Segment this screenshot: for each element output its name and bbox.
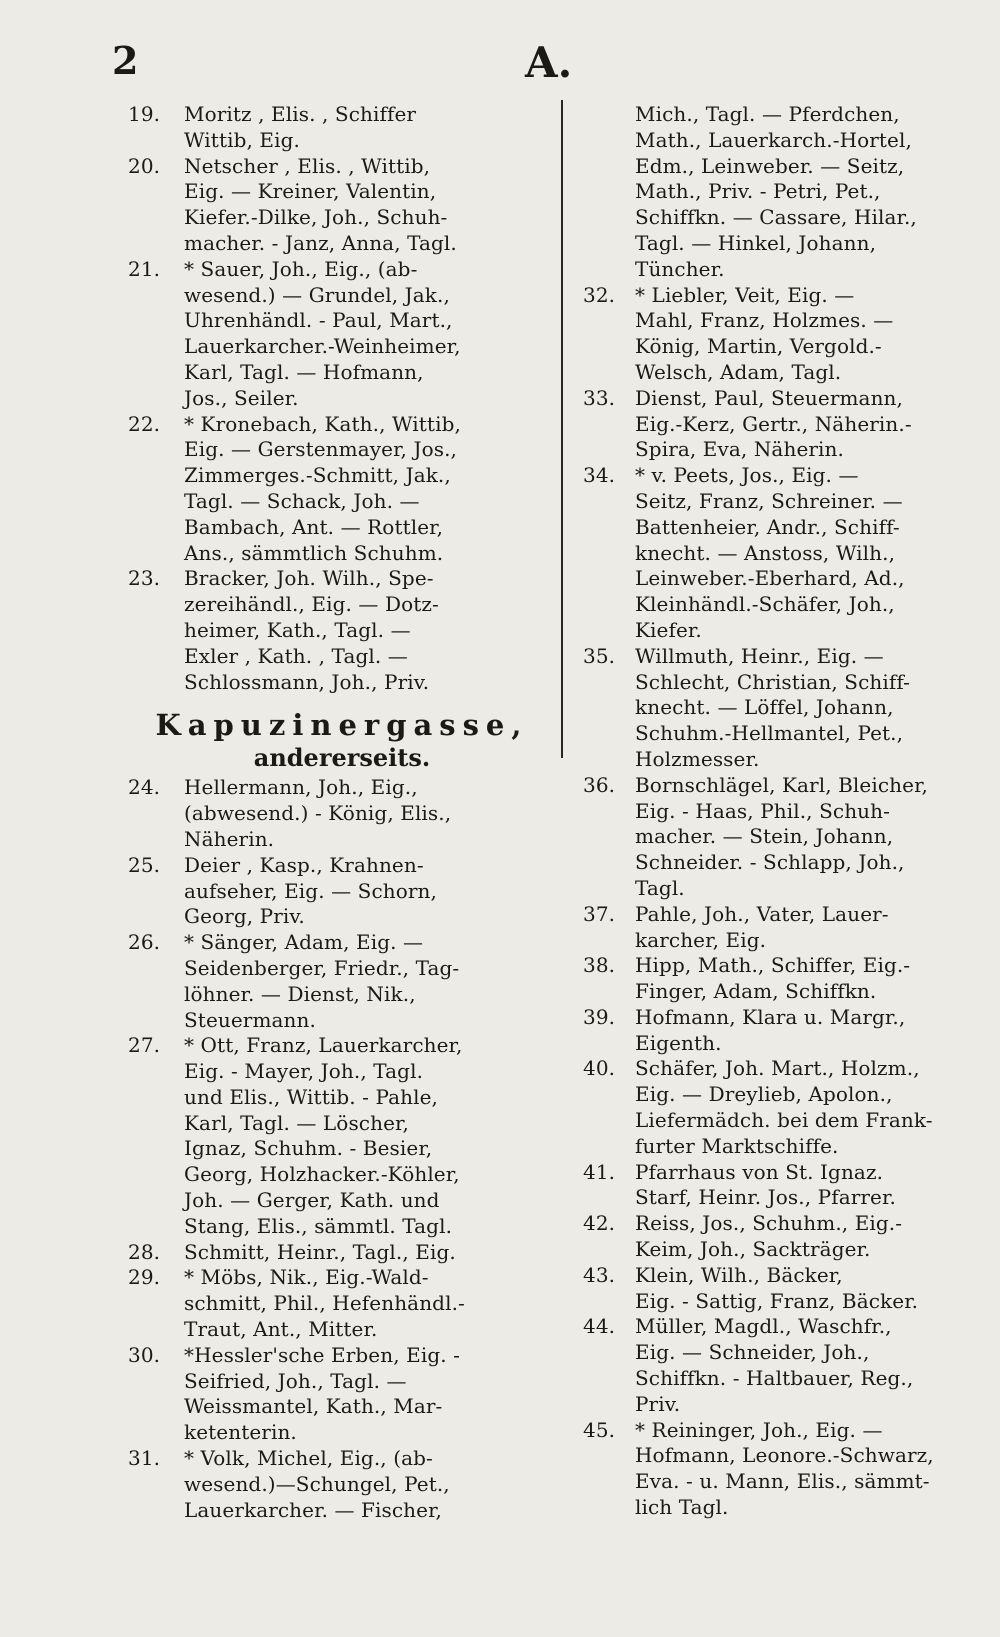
resident-text: * v. Peets, Jos., Eig. — bbox=[635, 463, 859, 488]
resident-text: Priv. bbox=[635, 1391, 681, 1416]
resident-text: Hipp, Math., Schiffer, Eig.- bbox=[635, 953, 911, 978]
resident-text: Ignaz, Schuhm. - Besier, bbox=[184, 1136, 433, 1161]
directory-line bbox=[128, 154, 556, 180]
resident-text: * Ott, Franz, Lauerkarcher, bbox=[184, 1033, 463, 1058]
resident-text: wesend.) — Grundel, Jak., bbox=[184, 282, 450, 307]
directory-line bbox=[128, 257, 556, 283]
directory-line bbox=[128, 308, 556, 334]
house-number: 28. bbox=[128, 1239, 161, 1264]
resident-text: Leinweber.-Eberhard, Ad., bbox=[635, 566, 905, 591]
resident-text: Holzmesser. bbox=[635, 746, 760, 771]
resident-text: macher. - Janz, Anna, Tagl. bbox=[184, 230, 457, 255]
resident-text: Georg, Holzhacker.-Köhler, bbox=[184, 1162, 460, 1187]
street-heading: Kapuzinergasse, bbox=[155, 708, 529, 743]
house-number: 30. bbox=[128, 1342, 161, 1367]
right-entries bbox=[583, 102, 995, 1521]
resident-text: karcher, Eig. bbox=[635, 927, 767, 952]
directory-line bbox=[583, 747, 995, 773]
directory-line bbox=[128, 566, 556, 592]
resident-text: Tagl. — Schack, Joh. — bbox=[184, 488, 420, 513]
directory-line bbox=[583, 799, 995, 825]
directory-line bbox=[583, 489, 995, 515]
directory-line bbox=[128, 853, 556, 879]
resident-text: Jos., Seiler. bbox=[184, 385, 299, 410]
directory-line bbox=[583, 541, 995, 567]
directory-line bbox=[128, 1033, 556, 1059]
resident-text: * Volk, Michel, Eig., (ab- bbox=[184, 1446, 433, 1471]
directory-line bbox=[128, 1317, 556, 1343]
directory-line bbox=[128, 1085, 556, 1111]
resident-text: Hofmann, Leonore.-Schwarz, bbox=[635, 1443, 934, 1468]
resident-text: Tüncher. bbox=[635, 256, 725, 281]
directory-line bbox=[128, 1369, 556, 1395]
directory-line bbox=[583, 979, 995, 1005]
resident-text: Mich., Tagl. — Pferdchen, bbox=[635, 102, 900, 126]
directory-line bbox=[128, 231, 556, 257]
house-number: 27. bbox=[128, 1033, 161, 1058]
directory-line bbox=[583, 824, 995, 850]
directory-line bbox=[583, 902, 995, 928]
directory-line bbox=[128, 801, 556, 827]
directory-line bbox=[583, 1108, 995, 1134]
page-number: 2 bbox=[112, 38, 139, 83]
resident-text: Lauerkarcher. — Fischer, bbox=[184, 1497, 443, 1522]
left-column bbox=[128, 102, 556, 1523]
resident-text: Hellermann, Joh., Eig., bbox=[184, 775, 418, 800]
directory-line bbox=[583, 773, 995, 799]
resident-text: Seidenberger, Friedr., Tag- bbox=[184, 955, 460, 980]
directory-line bbox=[128, 1136, 556, 1162]
directory-line bbox=[583, 1443, 995, 1469]
resident-text: *Hessler'sche Erben, Eig. - bbox=[184, 1342, 461, 1367]
section-letter: A. bbox=[525, 38, 573, 87]
resident-text: Schmitt, Heinr., Tagl., Eig. bbox=[184, 1239, 456, 1264]
directory-line bbox=[583, 1418, 995, 1444]
resident-text: * Sänger, Adam, Eig. — bbox=[184, 930, 424, 955]
directory-line bbox=[583, 695, 995, 721]
directory-line bbox=[583, 308, 995, 334]
directory-line bbox=[583, 128, 995, 154]
directory-line bbox=[583, 953, 995, 979]
house-number: 37. bbox=[583, 901, 616, 926]
resident-text: zereihändl., Eig. — Dotz- bbox=[184, 592, 439, 617]
resident-text: * Liebler, Veit, Eig. — bbox=[635, 282, 855, 307]
house-number: 31. bbox=[128, 1446, 161, 1471]
directory-line bbox=[583, 1263, 995, 1289]
resident-text: furter Marktschiffe. bbox=[635, 1133, 839, 1158]
resident-text: Eva. - u. Mann, Elis., sämmt- bbox=[635, 1469, 930, 1494]
right-column bbox=[583, 102, 995, 1521]
house-number: 40. bbox=[583, 1056, 616, 1081]
house-number: 21. bbox=[128, 256, 161, 281]
directory-line bbox=[128, 360, 556, 386]
house-number: 43. bbox=[583, 1262, 616, 1287]
directory-line bbox=[583, 618, 995, 644]
resident-text: * Möbs, Nik., Eig.-Wald- bbox=[184, 1265, 429, 1290]
directory-line bbox=[583, 592, 995, 618]
directory-line bbox=[583, 386, 995, 412]
resident-text: Eigenth. bbox=[635, 1030, 722, 1055]
house-number: 36. bbox=[583, 772, 616, 797]
directory-line bbox=[128, 1420, 556, 1446]
resident-text: Lauerkarcher.-Weinheimer, bbox=[184, 334, 461, 359]
resident-text: Klein, Wilh., Bäcker, bbox=[635, 1262, 843, 1287]
directory-line bbox=[128, 102, 556, 128]
house-number: 45. bbox=[583, 1417, 616, 1442]
directory-line bbox=[128, 283, 556, 309]
resident-text: Hofmann, Klara u. Margr., bbox=[635, 1004, 906, 1029]
resident-text: König, Martin, Vergold.- bbox=[635, 334, 882, 359]
directory-line bbox=[583, 257, 995, 283]
directory-line bbox=[583, 1495, 995, 1521]
directory-line bbox=[583, 1366, 995, 1392]
resident-text: Seifried, Joh., Tagl. — bbox=[184, 1368, 407, 1393]
resident-text: Weissmantel, Kath., Mar- bbox=[184, 1394, 443, 1419]
resident-text: Steuermann. bbox=[184, 1007, 316, 1032]
directory-line bbox=[128, 956, 556, 982]
directory-line bbox=[583, 1005, 995, 1031]
resident-text: Eig. - Haas, Phil., Schuh- bbox=[635, 798, 891, 823]
resident-text: Edm., Leinweber. — Seitz, bbox=[635, 153, 905, 178]
directory-line bbox=[128, 1343, 556, 1369]
house-number: 39. bbox=[583, 1004, 616, 1029]
resident-text: Deier , Kasp., Krahnen- bbox=[184, 852, 424, 877]
house-number: 44. bbox=[583, 1314, 616, 1339]
house-number: 22. bbox=[128, 411, 161, 436]
resident-text: Mahl, Franz, Holzmes. — bbox=[635, 308, 894, 333]
resident-text: Pahle, Joh., Vater, Lauer- bbox=[635, 901, 889, 926]
house-number: 41. bbox=[583, 1159, 616, 1184]
resident-text: Math., Priv. - Petri, Pet., bbox=[635, 179, 881, 204]
house-number: 42. bbox=[583, 1211, 616, 1236]
resident-text: löhner. — Dienst, Nik., bbox=[184, 981, 416, 1006]
directory-line bbox=[583, 179, 995, 205]
directory-line bbox=[583, 876, 995, 902]
resident-text: knecht. — Löffel, Johann, bbox=[635, 695, 894, 720]
resident-text: Tagl. — Hinkel, Johann, bbox=[635, 230, 877, 255]
resident-text: Starf, Heinr. Jos., Pfarrer. bbox=[635, 1185, 896, 1210]
column-divider bbox=[561, 100, 563, 758]
directory-line bbox=[128, 1214, 556, 1240]
directory-line bbox=[128, 541, 556, 567]
resident-text: schmitt, Phil., Hefenhändl.- bbox=[184, 1291, 465, 1316]
directory-line bbox=[128, 1059, 556, 1085]
directory-line bbox=[583, 1314, 995, 1340]
resident-text: Schlecht, Christian, Schiff- bbox=[635, 669, 911, 694]
directory-line bbox=[128, 1008, 556, 1034]
directory-line bbox=[583, 360, 995, 386]
resident-text: Karl, Tagl. — Hofmann, bbox=[184, 359, 424, 384]
directory-line bbox=[128, 592, 556, 618]
directory-line bbox=[583, 721, 995, 747]
resident-text: aufseher, Eig. — Schorn, bbox=[184, 878, 437, 903]
house-number: 26. bbox=[128, 930, 161, 955]
resident-text: Schäfer, Joh. Mart., Holzm., bbox=[635, 1056, 920, 1081]
resident-text: Schuhm.-Hellmantel, Pet., bbox=[635, 721, 904, 746]
resident-text: Math., Lauerkarch.-Hortel, bbox=[635, 127, 912, 152]
directory-line bbox=[583, 1392, 995, 1418]
directory-line bbox=[583, 850, 995, 876]
resident-text: Eig. — Dreylieb, Apolon., bbox=[635, 1082, 893, 1107]
resident-text: Netscher , Elis. , Wittib, bbox=[184, 153, 431, 178]
resident-text: Schneider. - Schlapp, Joh., bbox=[635, 850, 905, 875]
resident-text: Traut, Ant., Mitter. bbox=[184, 1317, 378, 1342]
resident-text: Bracker, Joh. Wilh., Spe- bbox=[184, 566, 434, 591]
house-number: 23. bbox=[128, 566, 161, 591]
resident-text: Eig. — Schneider, Joh., bbox=[635, 1340, 870, 1365]
directory-line bbox=[583, 928, 995, 954]
directory-line bbox=[128, 489, 556, 515]
resident-text: Kiefer.-Dilke, Joh., Schuh- bbox=[184, 205, 448, 230]
directory-line bbox=[583, 1134, 995, 1160]
resident-text: Stang, Elis., sämmtl. Tagl. bbox=[184, 1213, 453, 1238]
directory-line bbox=[583, 205, 995, 231]
directory-line bbox=[583, 1082, 995, 1108]
directory-line bbox=[128, 1291, 556, 1317]
directory-line bbox=[583, 231, 995, 257]
directory-line bbox=[128, 205, 556, 231]
resident-text: Georg, Priv. bbox=[184, 904, 305, 929]
directory-line bbox=[128, 644, 556, 670]
resident-text: Spira, Eva, Näherin. bbox=[635, 437, 844, 462]
page-header bbox=[0, 38, 1000, 88]
resident-text: Wittib, Eig. bbox=[184, 127, 300, 152]
directory-line bbox=[128, 775, 556, 801]
directory-line bbox=[583, 1056, 995, 1082]
resident-text: Eig. — Kreiner, Valentin, bbox=[184, 179, 437, 204]
resident-text: Willmuth, Heinr., Eig. — bbox=[635, 643, 884, 668]
resident-text: Schiffkn. — Cassare, Hilar., bbox=[635, 205, 917, 230]
resident-text: lich Tagl. bbox=[635, 1495, 729, 1520]
resident-text: * Sauer, Joh., Eig., (ab- bbox=[184, 256, 418, 281]
resident-text: Schiffkn. - Haltbauer, Reg., bbox=[635, 1366, 914, 1391]
house-number: 19. bbox=[128, 102, 161, 126]
directory-line bbox=[128, 1188, 556, 1214]
resident-text: wesend.)—Schungel, Pet., bbox=[184, 1471, 450, 1496]
resident-text: Keim, Joh., Sackträger. bbox=[635, 1237, 871, 1262]
resident-text: Müller, Magdl., Waschfr., bbox=[635, 1314, 892, 1339]
resident-text: Bornschlägel, Karl, Bleicher, bbox=[635, 772, 928, 797]
resident-text: Exler , Kath. , Tagl. — bbox=[184, 643, 408, 668]
resident-text: Liefermädch. bei dem Frank- bbox=[635, 1108, 933, 1133]
resident-text: Battenheier, Andr., Schiff- bbox=[635, 514, 900, 539]
directory-line bbox=[583, 1211, 995, 1237]
directory-line bbox=[583, 1185, 995, 1211]
resident-text: * Reininger, Joh., Eig. — bbox=[635, 1417, 883, 1442]
directory-line bbox=[583, 412, 995, 438]
resident-text: Eig. - Sattig, Franz, Bäcker. bbox=[635, 1288, 919, 1313]
resident-text: Schlossmann, Joh., Priv. bbox=[184, 669, 430, 694]
left-entries-before bbox=[128, 102, 556, 695]
resident-text: Bambach, Ant. — Rottler, bbox=[184, 514, 444, 539]
resident-text: knecht. — Anstoss, Wilh., bbox=[635, 540, 896, 565]
directory-line bbox=[583, 670, 995, 696]
house-number: 20. bbox=[128, 153, 161, 178]
resident-text: Karl, Tagl. — Löscher, bbox=[184, 1110, 409, 1135]
directory-line bbox=[128, 386, 556, 412]
directory-line bbox=[128, 412, 556, 438]
directory-line bbox=[583, 1031, 995, 1057]
resident-text: Eig. — Gerstenmayer, Jos., bbox=[184, 437, 458, 462]
directory-line bbox=[128, 437, 556, 463]
directory-line bbox=[128, 1111, 556, 1137]
resident-text: Tagl. bbox=[635, 875, 685, 900]
resident-text: und Elis., Wittib. - Pahle, bbox=[184, 1084, 439, 1109]
left-entries-after bbox=[128, 775, 556, 1523]
resident-text: Zimmerges.-Schmitt, Jak., bbox=[184, 463, 451, 488]
resident-text: Ans., sämmtlich Schuhm. bbox=[184, 540, 444, 565]
directory-line bbox=[128, 670, 556, 696]
resident-text: Eig.-Kerz, Gertr., Näherin.- bbox=[635, 411, 912, 436]
directory-line bbox=[583, 515, 995, 541]
resident-text: Welsch, Adam, Tagl. bbox=[635, 359, 842, 384]
directory-line bbox=[128, 515, 556, 541]
house-number: 29. bbox=[128, 1265, 161, 1290]
directory-line bbox=[583, 566, 995, 592]
directory-line bbox=[583, 1160, 995, 1186]
directory-line bbox=[128, 904, 556, 930]
resident-text: Dienst, Paul, Steuermann, bbox=[635, 385, 903, 410]
house-number: 35. bbox=[583, 643, 616, 668]
directory-line bbox=[128, 128, 556, 154]
resident-text: Eig. - Mayer, Joh., Tagl. bbox=[184, 1059, 424, 1084]
directory-line bbox=[583, 437, 995, 463]
directory-line bbox=[128, 1446, 556, 1472]
house-number: 38. bbox=[583, 953, 616, 978]
resident-text: (abwesend.) - König, Elis., bbox=[184, 801, 452, 826]
directory-line bbox=[583, 463, 995, 489]
directory-line bbox=[128, 982, 556, 1008]
resident-text: Seitz, Franz, Schreiner. — bbox=[635, 488, 903, 513]
resident-text: Kleinhändl.-Schäfer, Joh., bbox=[635, 592, 895, 617]
directory-line bbox=[583, 644, 995, 670]
directory-line bbox=[128, 1472, 556, 1498]
directory-line bbox=[128, 334, 556, 360]
directory-line bbox=[128, 1498, 556, 1524]
house-number: 25. bbox=[128, 852, 161, 877]
resident-text: Uhrenhändl. - Paul, Mart., bbox=[184, 308, 453, 333]
directory-line bbox=[583, 102, 995, 128]
house-number: 24. bbox=[128, 775, 161, 800]
directory-line bbox=[583, 1469, 995, 1495]
house-number: 32. bbox=[583, 282, 616, 307]
resident-text: Finger, Adam, Schiffkn. bbox=[635, 979, 877, 1004]
resident-text: ketenterin. bbox=[184, 1420, 297, 1445]
directory-line bbox=[128, 1394, 556, 1420]
directory-line bbox=[128, 930, 556, 956]
directory-line bbox=[583, 334, 995, 360]
resident-text: macher. — Stein, Johann, bbox=[635, 824, 894, 849]
directory-line bbox=[583, 1237, 995, 1263]
house-number: 34. bbox=[583, 463, 616, 488]
resident-text: Pfarrhaus von St. Ignaz. bbox=[635, 1159, 884, 1184]
directory-line bbox=[128, 1240, 556, 1266]
resident-text: Kiefer. bbox=[635, 617, 702, 642]
resident-text: Näherin. bbox=[184, 826, 275, 851]
directory-line bbox=[583, 1289, 995, 1315]
street-subheading: andererseits. bbox=[253, 743, 431, 773]
directory-line bbox=[128, 618, 556, 644]
directory-line bbox=[128, 1265, 556, 1291]
house-number: 33. bbox=[583, 385, 616, 410]
directory-line bbox=[128, 463, 556, 489]
resident-text: Reiss, Jos., Schuhm., Eig.- bbox=[635, 1211, 903, 1236]
directory-line bbox=[583, 283, 995, 309]
resident-text: heimer, Kath., Tagl. — bbox=[184, 617, 411, 642]
directory-line bbox=[128, 179, 556, 205]
resident-text: Joh. — Gerger, Kath. und bbox=[184, 1188, 440, 1213]
directory-line bbox=[583, 1340, 995, 1366]
directory-line bbox=[128, 879, 556, 905]
resident-text: Moritz , Elis. , Schiffer bbox=[184, 102, 417, 126]
directory-line bbox=[128, 1162, 556, 1188]
directory-line bbox=[128, 827, 556, 853]
directory-line bbox=[583, 154, 995, 180]
resident-text: * Kronebach, Kath., Wittib, bbox=[184, 411, 461, 436]
